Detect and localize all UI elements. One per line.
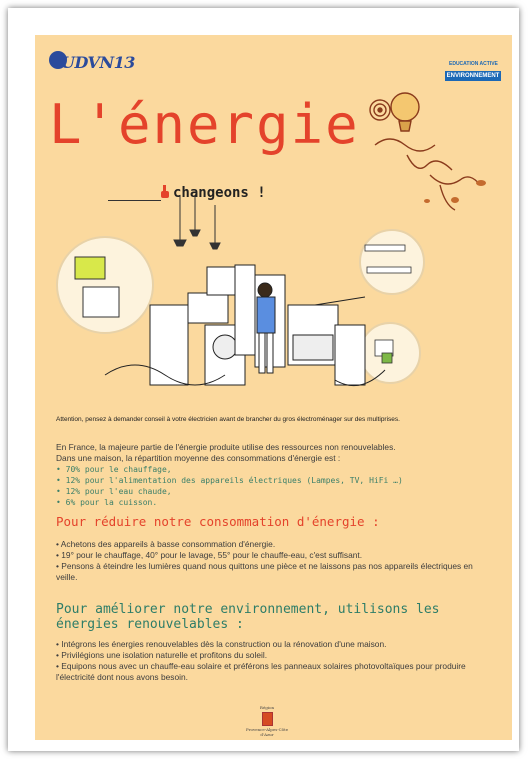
- section2-item: • Equipons nous avec un chauffe-eau solaire et préférons les panneaux solaires photovoltaïques pour produire l'électricité dont nous avons besoin.: [56, 661, 466, 682]
- environnement-logo-small: EDUCATION ACTIVE: [449, 61, 498, 67]
- section1-item: • Pensons à éteindre les lumières quand nous quittons une pièce et ne laissons pas nos appareils électriques en veille.: [56, 561, 473, 582]
- region-label: Région: [259, 705, 275, 710]
- section1-list: [56, 539, 496, 583]
- plug-vignette: [360, 323, 420, 383]
- hand-pointer-icon: [159, 185, 171, 199]
- subtitle-rule: [108, 200, 161, 201]
- region-shield-icon: [262, 712, 273, 726]
- section1-item: • 19° pour le chauffage, 40° pour le lavage, 55° pour le chauffe-eau, c'est suffisant.: [56, 550, 363, 560]
- section2-item: • Intégrons les énergies renouvelables dès la construction ou la rénovation d'une maison.: [56, 639, 387, 649]
- section2-list: [56, 639, 496, 683]
- section2-heading: Pour améliorer notre environnement, utilisons les énergies renouvelables :: [56, 602, 440, 632]
- section2-item: • Privilégions une isolation naturelle et profitons du soleil.: [56, 650, 268, 660]
- page-title: L'énergie: [49, 93, 360, 156]
- lightbulb-icon: [370, 93, 480, 210]
- region-name: Provence-Alpes-Côte d'Azur: [245, 727, 289, 737]
- tv-vignette: [57, 237, 153, 333]
- intro-block: [56, 442, 496, 508]
- intro-list-item: • 70% pour le chauffage,: [56, 465, 172, 474]
- caption-text: Attention, pensez à demander conseil à votre électricien avant de brancher du gros électroménager sur des multiprises.: [56, 416, 400, 423]
- section1-item: • Achetons des appareils à basse consommation d'énergie.: [56, 539, 276, 549]
- intro-list-item: • 6% pour la cuisson.: [56, 498, 158, 507]
- section1-heading: Pour réduire notre consommation d'énergie :: [56, 514, 380, 529]
- region-logo: [243, 705, 291, 739]
- intro-paragraph-2: Dans une maison, la répartition moyenne des consommations d'énergie est :: [56, 453, 341, 463]
- heater-vignette: [360, 230, 424, 294]
- intro-list-item: • 12% pour l'eau chaude,: [56, 487, 172, 496]
- intro-list-item: • 12% pour l'alimentation des appareils électriques (Lampes, TV, HiFi …): [56, 476, 403, 485]
- poster: [35, 35, 512, 740]
- udvn-logo-text: UDVN13: [61, 53, 135, 72]
- intro-paragraph-1: En France, la majeure partie de l'énergie produite utilise des ressources non renouvelables.: [56, 442, 396, 452]
- environnement-logo-label: ENVIRONNEMENT: [446, 73, 500, 79]
- pendant-lamps: [174, 195, 220, 249]
- page-subtitle: changeons !: [173, 185, 266, 201]
- poster-frame: [8, 8, 519, 751]
